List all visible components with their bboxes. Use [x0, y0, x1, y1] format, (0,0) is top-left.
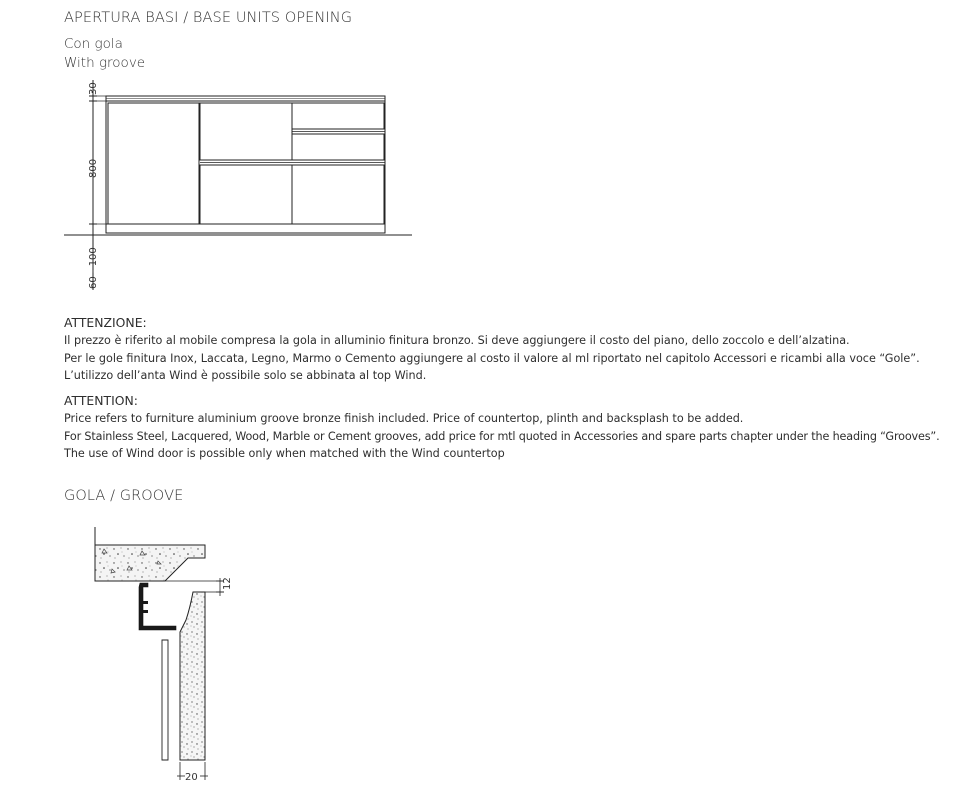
notice-english-line: The use of Wind door is possible only when matched with the Wind countertop [64, 447, 505, 461]
subtitle-english: With groove [64, 55, 146, 71]
dimension-gap: 12 [222, 577, 233, 590]
notice-italian-line: Per le gole finitura Inox, Laccata, Legno, Marmo o Cemento aggiungere al costo il valore al ml riportato nel capitolo Accessori e ricambi alla voce “Gole”. [64, 351, 920, 365]
dimension-height: 800 [88, 158, 99, 178]
dimension-thickness: 20 [185, 772, 198, 783]
notice-english-line: Price refers to furniture aluminium groove bronze finish included. Price of countertop, plinth and backsplash to be added. [64, 411, 744, 425]
notice-english-heading: ATTENTION: [64, 393, 138, 408]
door-section [180, 592, 205, 760]
groove-section-title: GOLA / GROOVE [64, 488, 184, 504]
notice-italian-line: Il prezzo è riferito al mobile compresa la gola in alluminio finitura bronzo. Si deve aggiungere il costo del piano, dello zoccolo e dell’alzatina. [64, 333, 850, 347]
subtitle-italian: Con gola [64, 36, 123, 52]
notice-english-line: For Stainless Steel, Lacquered, Wood, Marble or Cement grooves, add price for mtl quoted in Accessories and spare parts chapter under the heading “Grooves”. [64, 429, 940, 443]
countertop-section [95, 545, 205, 581]
dimension-top: 30 [88, 82, 99, 95]
dimension-plinth: 60 - 100 [88, 247, 99, 289]
notice-italian-heading: ATTENZIONE: [64, 315, 147, 330]
notice-italian-line: L’utilizzo dell’anta Wind è possibile solo se abbinata al top Wind. [64, 369, 427, 383]
side-panel [162, 640, 168, 760]
aluminium-groove-profile [139, 583, 176, 630]
base-section-title: APERTURA BASI / BASE UNITS OPENING [64, 10, 353, 26]
